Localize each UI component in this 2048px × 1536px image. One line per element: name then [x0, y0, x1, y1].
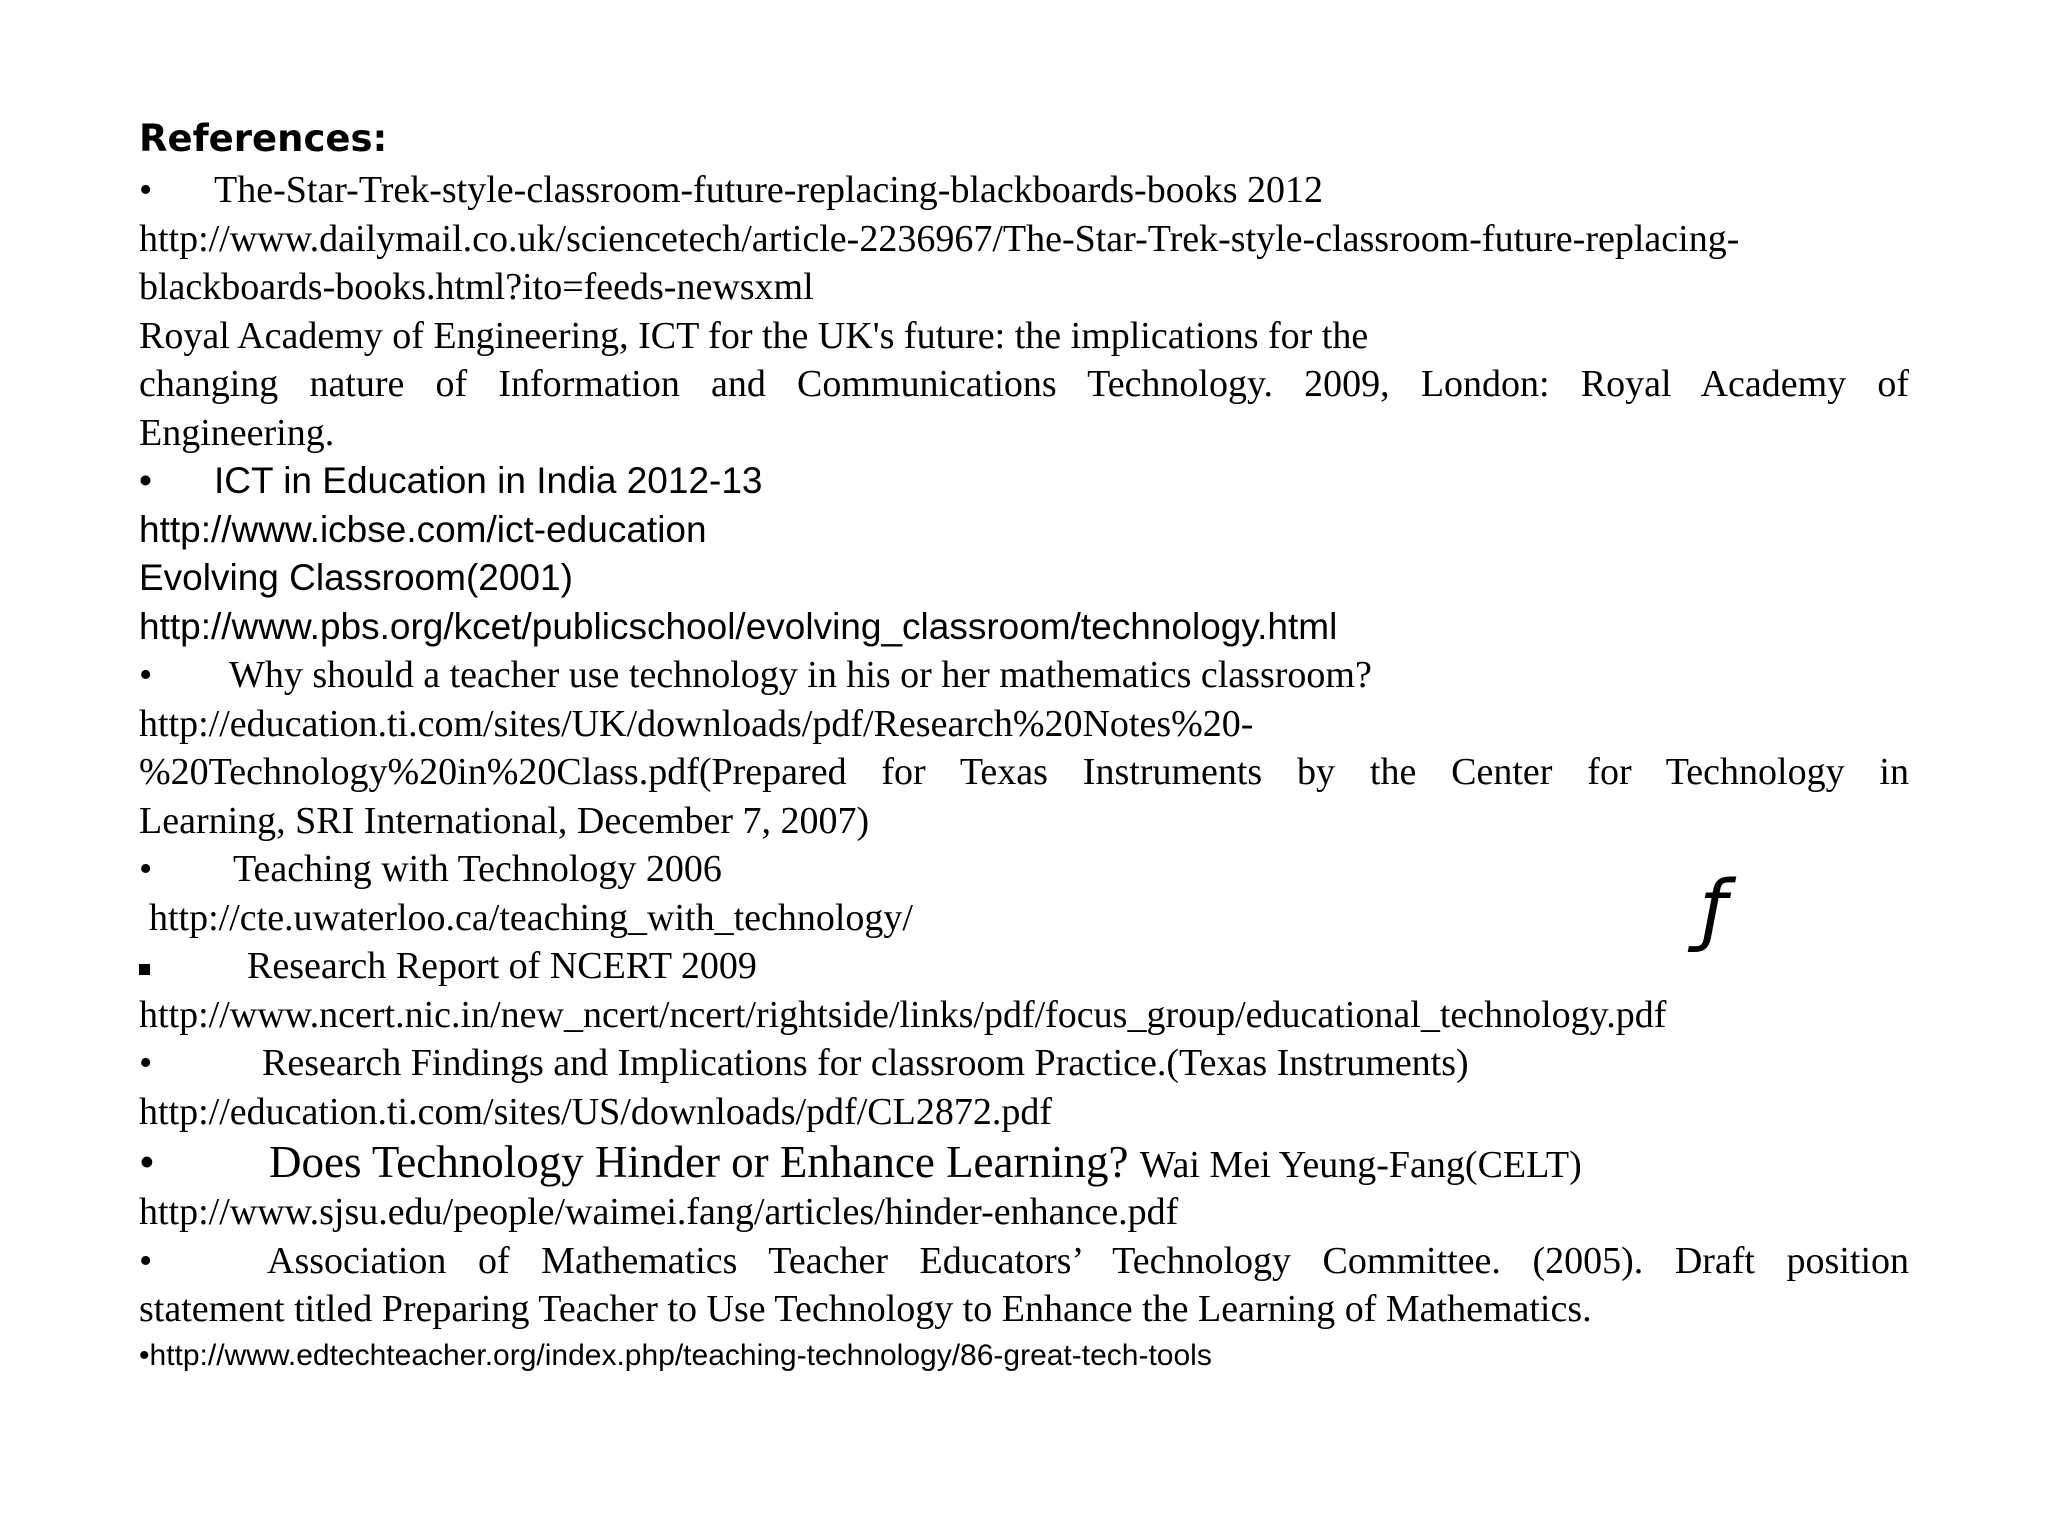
ref-ncert-url: http://www.ncert.nic.in/new_ncert/ncert/rightside/links/pdf/focus_group/educational_technology.pdf [139, 993, 1667, 1036]
ref-royal-academy-line-3: Engineering. [139, 411, 335, 454]
ref-amte-line-2: statement titled Preparing Teacher to Use Technology to Enhance the Learning of Mathematics. [139, 1288, 1592, 1330]
ref-title: The-Star-Trek-style-classroom-future-replacing-blackboards-books 2012 [214, 169, 1323, 211]
ref-royal-academy-line-1: Royal Academy of Engineering, ICT for the UK's future: the implications for the [139, 314, 1369, 357]
bullet: • [139, 1239, 153, 1282]
ref-teaching-with-technology-title [139, 845, 1909, 894]
references-slide [139, 112, 1909, 1378]
references-heading: References: [139, 117, 388, 160]
ref-title: Does Technology Hinder or Enhance Learning? [269, 1137, 1129, 1187]
ref-teaching-with-technology-url: http://cte.uwaterloo.ca/teaching_with_technology/ [149, 896, 913, 939]
ref-title: Research Findings and Implications for classroom Practice.(Texas Instruments) [262, 1042, 1469, 1084]
ref-math-technology-url-line-2: %20Technology%20in%20Class.pdf(Prepared for Texas Instruments by the Center for Technology in [139, 751, 1909, 793]
bullet: • [139, 169, 153, 211]
ref-research-findings-url: http://education.ti.com/sites/US/downloads/pdf/CL2872.pdf [139, 1090, 1052, 1133]
bullet: • [139, 1042, 153, 1084]
bullet: • [139, 654, 153, 696]
ref-hinder-enhance-url: http://www.sjsu.edu/people/waimei.fang/articles/hinder-enhance.pdf [139, 1191, 1179, 1233]
bullet: • [139, 848, 153, 890]
square-bullet-icon [139, 942, 247, 991]
ref-star-trek-url-line-2: blackboards-books.html?ito=feeds-newsxml [139, 266, 814, 308]
ref-star-trek-title [139, 166, 1909, 215]
ref-math-technology-line-3: Learning, SRI International, December 7, 2007) [139, 799, 870, 842]
ref-ict-india-title [139, 457, 1909, 506]
ref-title: Teaching with Technology 2006 [233, 848, 722, 890]
bullet: • [139, 460, 152, 501]
ref-evolving-classroom-title: Evolving Classroom(2001) [139, 557, 573, 598]
ref-math-technology-url-line-1: http://education.ti.com/sites/UK/downloads/pdf/Research%20Notes%20- [139, 702, 1254, 745]
ref-hinder-enhance-title [139, 1136, 1909, 1188]
ref-amte-line-1 [139, 1237, 1909, 1286]
ref-author: Wai Mei Yeung-Fang(CELT) [1139, 1144, 1582, 1186]
ref-royal-academy-line-2: changing nature of Information and Communications Technology. 2009, London: Royal Academy of [139, 363, 1909, 405]
ref-evolving-classroom-url: http://www.pbs.org/kcet/publicschool/evolving_classroom/technology.html [139, 605, 1338, 647]
ref-title: ICT in Education in India 2012-13 [214, 460, 763, 501]
ref-star-trek-url-line-1: http://www.dailymail.co.uk/sciencetech/article-2236967/The-Star-Trek-style-classroom-future-replacing- [139, 217, 1740, 260]
ref-text: Association of Mathematics Teacher Educators’ Technology Committee. (2005). Draft position [267, 1239, 1909, 1282]
stray-glyph: ƒ [1700, 865, 1728, 955]
ref-math-technology-title [139, 651, 1909, 700]
ref-title: Research Report of NCERT 2009 [247, 945, 757, 987]
bullet: • [139, 1137, 155, 1187]
ref-title: Why should a teacher use technology in his or her mathematics classroom? [229, 654, 1372, 696]
ref-ncert-title [139, 942, 1909, 991]
ref-edtechteacher-url: •http://www.edtechteacher.org/index.php/teaching-technology/86-great-tech-tools [139, 1338, 1212, 1372]
ref-research-findings-title [139, 1039, 1909, 1088]
ref-ict-india-url: http://www.icbse.com/ict-education [139, 508, 707, 550]
